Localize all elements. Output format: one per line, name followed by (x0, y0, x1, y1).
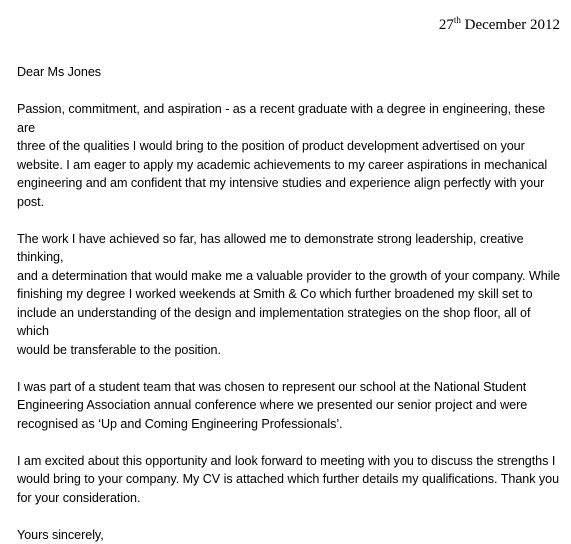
paragraph-line: for your consideration. (17, 489, 565, 508)
paragraph-line: website. I am eager to apply my academic achievements to my career aspirations in mechanical (17, 156, 565, 175)
paragraph-line: Engineering Association annual conference where we presented our senior project and were (17, 396, 565, 415)
paragraph-line: Passion, commitment, and aspiration - as a recent graduate with a degree in engineering, these are (17, 100, 565, 137)
date-ordinal-suffix: th (454, 15, 461, 25)
date-day: 27 (439, 17, 454, 33)
paragraph-closing-remarks (17, 452, 565, 508)
closing: Yours sincerely, (17, 526, 565, 544)
paragraph-line: three of the qualities I would bring to the position of product development advertised on your (17, 137, 565, 156)
salutation: Dear Ms Jones (17, 63, 565, 82)
paragraph-achievement (17, 378, 565, 434)
paragraph-line: finishing my degree I worked weekends at Smith & Co which further broadened my skill set to (17, 285, 565, 304)
paragraph-line: and a determination that would make me a valuable provider to the growth of your company. While (17, 267, 565, 286)
paragraph-introduction (17, 100, 565, 211)
letter-body (17, 63, 565, 544)
paragraph-line: The work I have achieved so far, has allowed me to demonstrate strong leadership, creative thinking, (17, 230, 565, 267)
paragraph-line: post. (17, 193, 565, 212)
paragraph-line: include an understanding of the design and implementation strategies on the shop floor, all of which (17, 304, 565, 341)
date-month-year: December 2012 (461, 17, 560, 33)
paragraph-line: would bring to your company. My CV is attached which further details my qualifications. Thank you (17, 470, 565, 489)
paragraph-line: I was part of a student team that was chosen to represent our school at the National Student (17, 378, 565, 397)
paragraph-line: would be transferable to the position. (17, 341, 565, 360)
letter-date (439, 15, 560, 36)
paragraph-line: I am excited about this opportunity and look forward to meeting with you to discuss the strengths I (17, 452, 565, 471)
paragraph-experience (17, 230, 565, 360)
paragraph-line: engineering and am confident that my intensive studies and experience align perfectly with your (17, 174, 565, 193)
paragraph-line: recognised as ‘Up and Coming Engineering Professionals’. (17, 415, 565, 434)
